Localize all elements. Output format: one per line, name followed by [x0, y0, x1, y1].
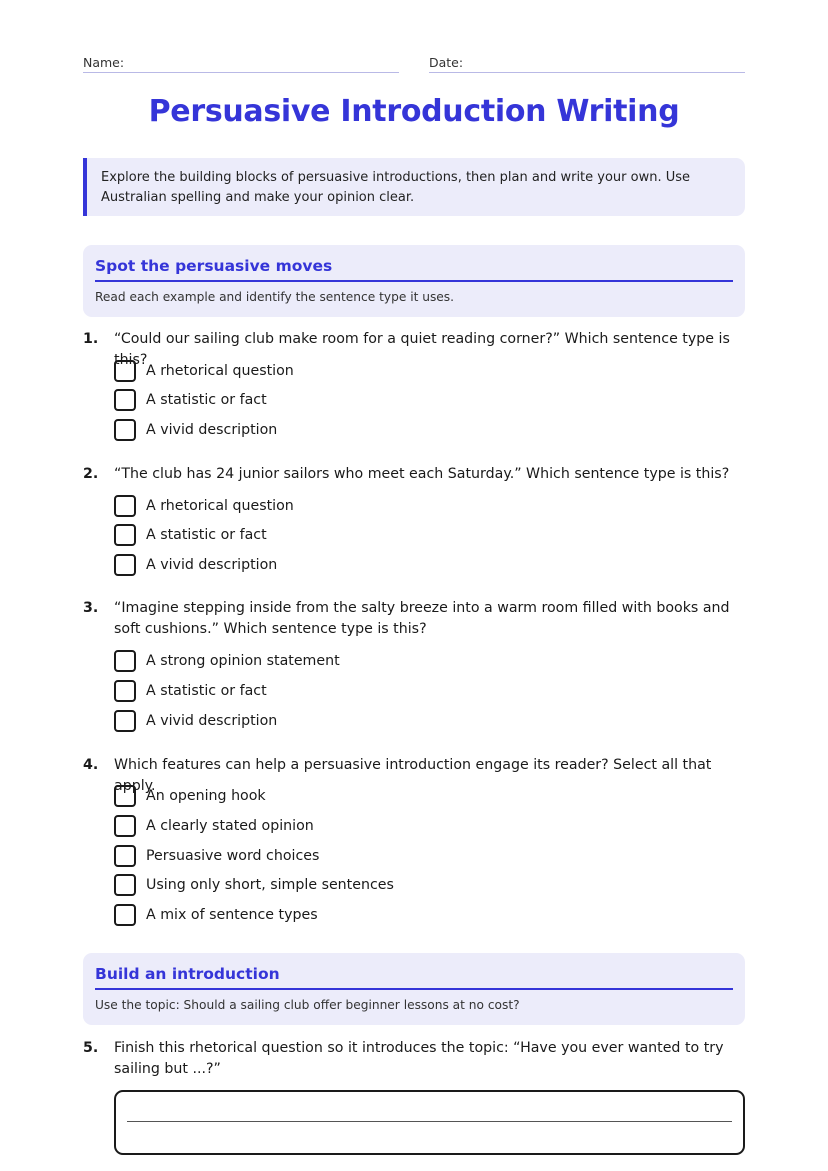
answer-box[interactable] — [114, 1090, 745, 1155]
answer-line — [127, 1121, 732, 1122]
date-label: Date: — [429, 55, 464, 70]
option-label: A strong opinion statement — [146, 653, 340, 669]
section-build-intro — [83, 953, 745, 1025]
date-field[interactable] — [429, 52, 745, 73]
question-text: “Imagine stepping inside from the salty breeze into a warm room filled with books and soft cushions.” Which sentence type is this? — [114, 600, 730, 637]
checkbox[interactable] — [114, 874, 136, 896]
question-number: 5. — [83, 1040, 99, 1056]
checkbox[interactable] — [114, 650, 136, 672]
option-label: A rhetorical question — [146, 363, 294, 379]
option-label: A rhetorical question — [146, 498, 294, 514]
option-label: A vivid description — [146, 557, 278, 573]
section-subtitle: Use the topic: Should a sailing club offer beginner lessons at no cost? — [95, 998, 520, 1012]
section-subtitle: Read each example and identify the sentence type it uses. — [95, 290, 455, 304]
option-label: A statistic or fact — [146, 527, 267, 543]
option-label: A statistic or fact — [146, 683, 267, 699]
question-text: Which features can help a persuasive introduction engage its reader? Select all that apply. — [114, 757, 712, 794]
checkbox[interactable] — [114, 710, 136, 732]
checkbox[interactable] — [114, 815, 136, 837]
checkbox[interactable] — [114, 419, 136, 441]
checkbox[interactable] — [114, 680, 136, 702]
question-number: 4. — [83, 757, 99, 773]
question-text: “Could our sailing club make room for a quiet reading corner?” Which sentence type is this? — [114, 331, 730, 368]
header-fields — [83, 52, 745, 74]
checkbox[interactable] — [114, 845, 136, 867]
question-number: 2. — [83, 466, 99, 482]
option-label: Persuasive word choices — [146, 848, 320, 864]
section-title: Build an introduction — [95, 964, 733, 990]
option-label: A vivid description — [146, 422, 278, 438]
checkbox[interactable] — [114, 785, 136, 807]
section-title: Spot the persuasive moves — [95, 256, 733, 282]
option-label: Using only short, simple sentences — [146, 877, 394, 893]
checkbox[interactable] — [114, 524, 136, 546]
page-title: Persuasive Introduction Writing — [148, 94, 680, 129]
checkbox[interactable] — [114, 389, 136, 411]
option-label: A vivid description — [146, 713, 278, 729]
question-number: 1. — [83, 331, 99, 347]
option-label: A clearly stated opinion — [146, 818, 314, 834]
question-text: Finish this rhetorical question so it introduces the topic: “Have you ever wanted to try sailing but ...?” — [114, 1040, 724, 1077]
checkbox[interactable] — [114, 360, 136, 382]
option-label: An opening hook — [146, 788, 266, 804]
section-spot-moves — [83, 245, 745, 317]
question-number: 3. — [83, 600, 99, 616]
checkbox[interactable] — [114, 554, 136, 576]
checkbox[interactable] — [114, 904, 136, 926]
name-label: Name: — [83, 55, 125, 70]
checkbox[interactable] — [114, 495, 136, 517]
name-field[interactable] — [83, 52, 399, 73]
option-label: A statistic or fact — [146, 392, 267, 408]
question-text: “The club has 24 junior sailors who meet each Saturday.” Which sentence type is this? — [114, 466, 730, 482]
intro-callout: Explore the building blocks of persuasive introductions, then plan and write your own. Use Australian spelling and make your opinion clear. — [83, 158, 745, 216]
option-label: A mix of sentence types — [146, 907, 318, 923]
